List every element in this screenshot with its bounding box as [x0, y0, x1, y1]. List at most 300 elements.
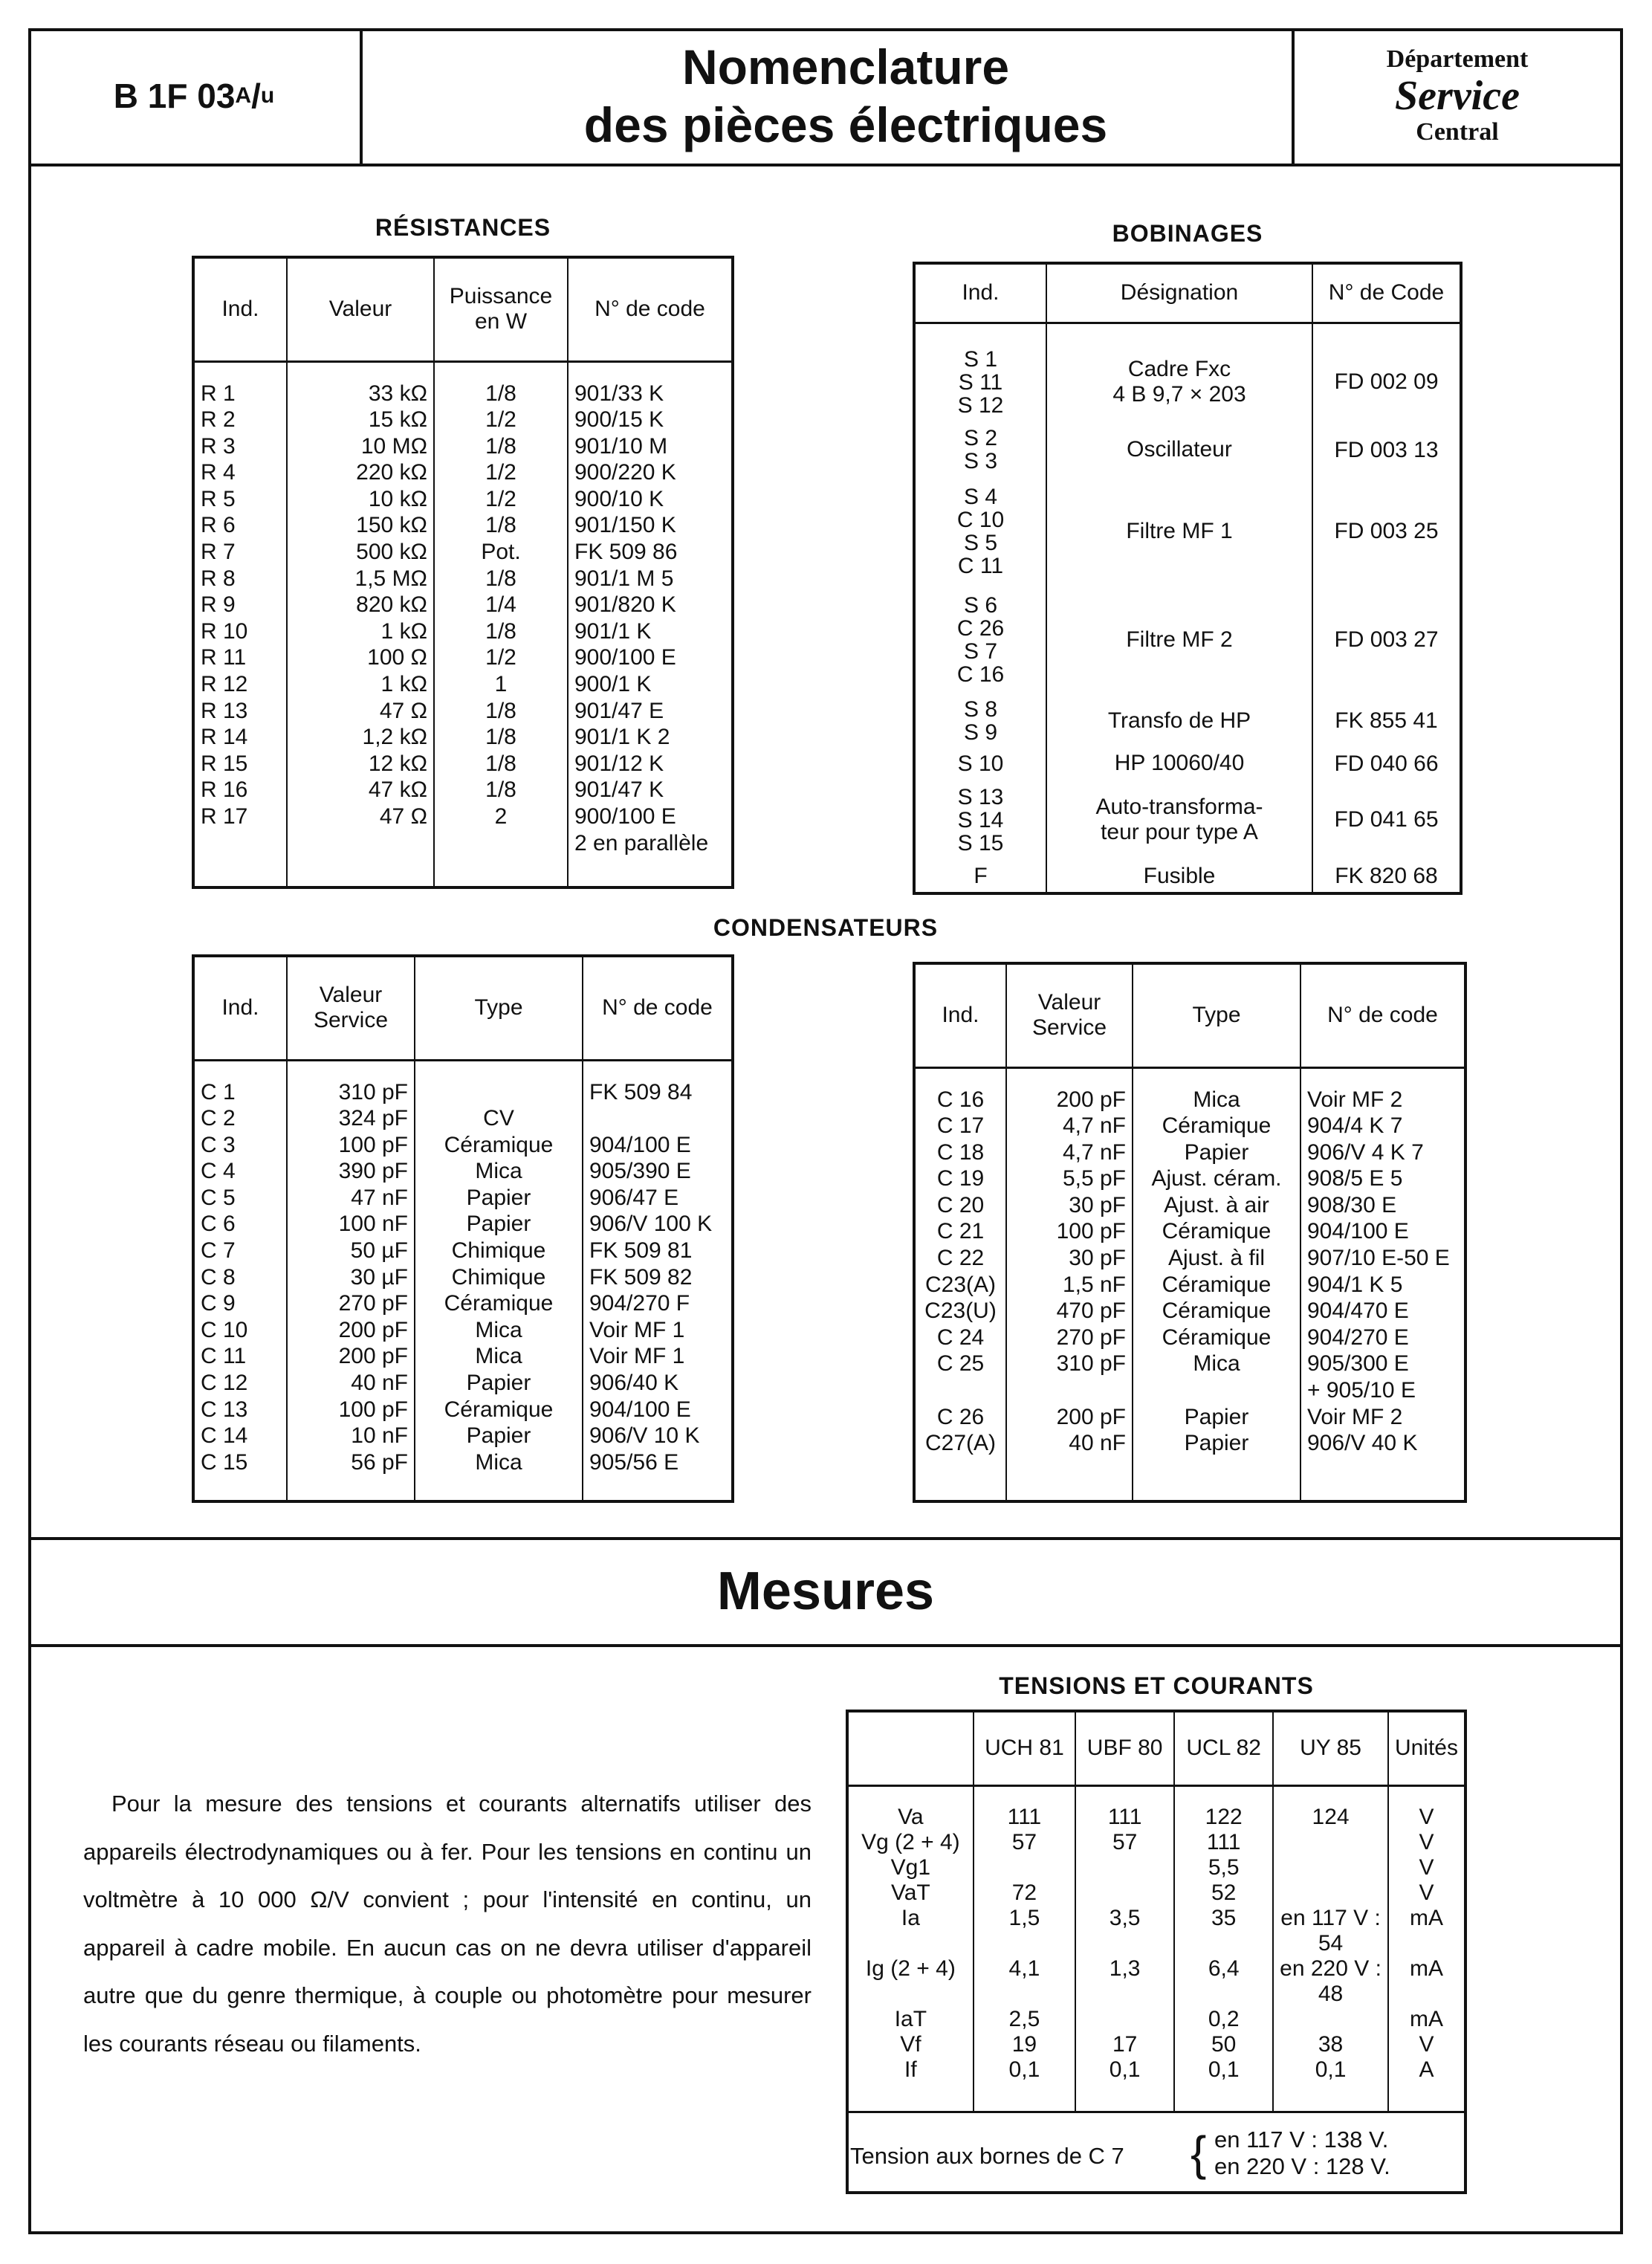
table-cell: FD 003 13	[1334, 437, 1439, 462]
table-cell: 1/2	[434, 486, 568, 513]
table-row	[847, 2007, 1465, 2032]
table-cell: 1,5	[974, 1906, 1075, 1956]
table-cell: 1/8	[434, 724, 568, 751]
spacer-cell	[1174, 2083, 1273, 2112]
table-cell: 1/8	[434, 381, 568, 407]
table-row	[193, 592, 733, 618]
spacer-cell	[1075, 2083, 1174, 2112]
table-cell: Chimique	[415, 1238, 583, 1264]
table-cell: FD 003 27	[1334, 627, 1439, 652]
table-cell: R 7	[193, 539, 287, 566]
spacer-cell	[415, 1060, 583, 1079]
table-row	[193, 618, 733, 645]
table-cell: 33 kΩ	[287, 381, 434, 407]
table-cell: 3,5	[1075, 1906, 1174, 1956]
table-row	[193, 433, 733, 460]
doc-code-sup: A	[235, 83, 252, 108]
table-cell: 908/5 E 5	[1307, 1166, 1403, 1191]
table-cell: Mica	[415, 1317, 583, 1344]
spacer-cell	[847, 2083, 974, 2112]
dept-line-1: Département	[1386, 45, 1529, 73]
table-cell: 0,1	[1174, 2057, 1273, 2083]
table-cell: Vg (2 + 4)	[847, 1830, 974, 1855]
table-cell: 906/V 40 K	[1307, 1431, 1418, 1456]
table-cell: Ig (2 + 4)	[847, 1956, 974, 2007]
table-cell: Voir MF 2	[1307, 1087, 1403, 1112]
column-header: N° de code	[568, 257, 733, 361]
table-cell	[583, 1105, 733, 1132]
table-cell: 906/V 10 K	[589, 1423, 700, 1449]
department-block	[1292, 28, 1620, 164]
table-cell: 100 pF	[287, 1397, 415, 1423]
table-cell: 50	[1174, 2032, 1273, 2057]
spacer-cell	[568, 361, 733, 381]
table-row	[193, 381, 733, 407]
spacer-cell	[1046, 323, 1312, 342]
table-cell: HP 10060/40	[1046, 748, 1312, 779]
table-row	[193, 1317, 733, 1344]
table-cell: CV	[415, 1105, 583, 1132]
table-cell: 72	[974, 1880, 1075, 1906]
table-cell: C 21	[914, 1218, 1006, 1245]
table-row	[193, 1343, 733, 1370]
table-cell: 1/8	[434, 512, 568, 539]
table-row	[193, 803, 733, 830]
table-cell: Céramique	[1133, 1218, 1300, 1245]
table-cell	[1273, 2007, 1388, 2032]
table-cell: S 4 C 10 S 5 C 11	[914, 477, 1046, 586]
table-cell: 200 pF	[1006, 1404, 1133, 1431]
table-cell: C 1	[193, 1079, 287, 1106]
table-cell: V	[1419, 1880, 1434, 1905]
spacer-cell	[1388, 1785, 1465, 1805]
table-row	[193, 1423, 733, 1449]
column-header: N° de Code	[1312, 263, 1461, 323]
table-cell: S 1 S 11 S 12	[914, 342, 1046, 423]
table-row	[847, 1855, 1465, 1880]
table-cell: Vf	[847, 2032, 974, 2057]
doc-code-sub: u	[260, 83, 275, 108]
table-row	[914, 779, 1461, 860]
spacer-cell	[434, 361, 568, 381]
table-row	[914, 861, 1461, 893]
table-cell: 900/100 E	[574, 804, 676, 829]
document-code: B 1F 03 A / u	[28, 28, 363, 164]
tc-footer-line1: en 117 V : 138 V.	[1214, 2126, 1389, 2153]
table-cell: S 6 C 26 S 7 C 16	[914, 586, 1046, 694]
table-cell: FK 855 41	[1335, 708, 1438, 734]
table-cell: Oscillateur	[1046, 423, 1312, 477]
table-row	[193, 830, 733, 857]
spacer-cell	[1312, 323, 1461, 342]
table-cell: 901/1 M 5	[574, 566, 674, 591]
table-row	[193, 1397, 733, 1423]
table-row	[914, 1272, 1465, 1298]
table-cell: en 117 V : 54	[1273, 1906, 1388, 1956]
table-cell: 57	[974, 1830, 1075, 1855]
table-cell: 820 kΩ	[287, 592, 434, 618]
table-cell: en 220 V : 48	[1273, 1956, 1388, 2007]
table-cell: R 8	[193, 566, 287, 592]
condensateurs-table-left	[192, 954, 734, 1503]
table-cell: 1 kΩ	[287, 618, 434, 645]
doc-code-text: B 1F 03	[113, 77, 236, 115]
table-cell: C 12	[193, 1370, 287, 1397]
table-cell: FK 509 82	[589, 1264, 693, 1290]
table-cell: S 8 S 9	[914, 694, 1046, 748]
table-cell: C 7	[193, 1238, 287, 1264]
table-cell: 100 pF	[287, 1132, 415, 1159]
table-cell: C 16	[914, 1087, 1006, 1113]
page-title	[363, 28, 1329, 164]
table-row	[914, 1404, 1465, 1431]
table-row	[914, 1087, 1465, 1113]
table-cell: 901/10 M	[574, 433, 668, 459]
spacer-cell	[568, 856, 733, 887]
table-cell: 901/33 K	[574, 381, 664, 406]
resistances-table	[192, 256, 734, 889]
table-row	[847, 2032, 1465, 2057]
table-cell: S 13 S 14 S 15	[914, 779, 1046, 860]
dept-line-2: Service	[1395, 73, 1520, 119]
tc-footer-line2: en 220 V : 128 V.	[1214, 2153, 1390, 2179]
table-cell: V	[1419, 2031, 1434, 2057]
table-cell: C27(A)	[914, 1430, 1006, 1457]
table-cell: Voir MF 1	[589, 1344, 685, 1369]
table-cell: 124	[1273, 1805, 1388, 1830]
table-row	[193, 512, 733, 539]
table-cell: Céramique	[415, 1397, 583, 1423]
table-row	[193, 671, 733, 698]
table-cell: 908/30 E	[1307, 1192, 1397, 1217]
table-cell: 1/2	[434, 459, 568, 486]
tc-footer-brace: {	[1191, 2126, 1207, 2180]
table-cell	[1273, 1855, 1388, 1880]
table-cell: 270 pF	[287, 1290, 415, 1317]
table-cell: C 8	[193, 1264, 287, 1291]
table-row	[193, 751, 733, 777]
table-cell: Transfo de HP	[1046, 694, 1312, 748]
table-cell: Chimique	[415, 1264, 583, 1291]
column-header: Ind.	[193, 257, 287, 361]
table-cell	[287, 830, 434, 857]
table-cell: 0,1	[974, 2057, 1075, 2083]
table-cell: Papier	[415, 1211, 583, 1238]
table-cell: 904/4 K 7	[1307, 1113, 1403, 1139]
table-row	[193, 1211, 733, 1238]
table-cell: 1,5 nF	[1006, 1272, 1133, 1298]
table-cell: 904/1 K 5	[1307, 1272, 1403, 1297]
table-cell: 1/4	[434, 592, 568, 618]
table-cell: C 3	[193, 1132, 287, 1159]
table-row	[193, 1105, 733, 1132]
column-header: Type	[1133, 963, 1300, 1067]
table-cell: 1/8	[434, 698, 568, 725]
spacer-cell	[434, 856, 568, 887]
table-row	[193, 566, 733, 592]
table-cell: 901/150 K	[574, 513, 676, 538]
table-cell: 19	[974, 2032, 1075, 2057]
table-cell: 901/47 K	[574, 777, 664, 803]
spacer-cell	[1174, 1785, 1273, 1805]
divider-top	[28, 1537, 1623, 1540]
table-cell: 904/270 F	[589, 1291, 690, 1316]
table-cell: 50 µF	[287, 1238, 415, 1264]
spacer-cell	[193, 1475, 287, 1501]
table-cell: FK 509 86	[574, 540, 678, 565]
table-cell: 5,5	[1174, 1855, 1273, 1880]
table-cell: R 14	[193, 724, 287, 751]
table-cell: Auto-transforma- teur pour type A	[1046, 779, 1312, 860]
table-cell: 1/8	[434, 751, 568, 777]
spacer-cell	[193, 361, 287, 381]
table-cell: Ia	[847, 1906, 974, 1956]
table-cell: 111	[974, 1805, 1075, 1830]
spacer-cell	[974, 2083, 1075, 2112]
table-cell: 0,1	[1273, 2057, 1388, 2083]
condensateurs-table-right	[913, 962, 1467, 1503]
table-row	[847, 1805, 1465, 1830]
table-cell: C 19	[914, 1165, 1006, 1192]
table-cell: Papier	[415, 1370, 583, 1397]
spacer-cell	[914, 1457, 1006, 1501]
table-cell: 900/220 K	[574, 460, 676, 485]
table-cell: R 1	[193, 381, 287, 407]
table-cell: C 9	[193, 1290, 287, 1317]
table-cell: 324 pF	[287, 1105, 415, 1132]
table-cell	[434, 830, 568, 857]
column-header: N° de code	[583, 956, 733, 1060]
spacer-cell	[1388, 2083, 1465, 2112]
table-cell: 10 MΩ	[287, 433, 434, 460]
dept-line-3: Central	[1416, 118, 1499, 146]
table-row	[193, 698, 733, 725]
table-cell: R 13	[193, 698, 287, 725]
table-cell: C 20	[914, 1192, 1006, 1219]
table-row	[847, 1880, 1465, 1906]
table-cell: C 22	[914, 1245, 1006, 1272]
table-row	[914, 1351, 1465, 1403]
title-line-1: Nomenclature	[681, 39, 1010, 94]
table-cell: C 14	[193, 1423, 287, 1449]
table-cell: 1/8	[434, 433, 568, 460]
table-cell: mA	[1409, 2006, 1443, 2031]
table-cell: 12 kΩ	[287, 751, 434, 777]
table-row	[914, 423, 1461, 477]
table-cell: 905/300 E + 905/10 E	[1307, 1351, 1416, 1403]
table-cell: Ajust. céram.	[1133, 1165, 1300, 1192]
table-cell: Céramique	[415, 1132, 583, 1159]
table-row	[193, 1449, 733, 1476]
tc-footer-label: Tension aux bornes de C 7	[850, 2143, 1124, 2169]
table-cell: 1	[434, 671, 568, 698]
table-cell: 56 pF	[287, 1449, 415, 1476]
table-cell: 901/47 E	[574, 698, 664, 723]
column-header: Valeur	[287, 257, 434, 361]
table-cell: FK 509 81	[589, 1238, 693, 1264]
column-header: N° de code	[1300, 963, 1465, 1067]
table-cell: V	[1419, 1804, 1434, 1829]
table-row	[847, 2057, 1465, 2083]
table-cell: 100 nF	[287, 1211, 415, 1238]
table-cell: R 5	[193, 486, 287, 513]
table-cell: Mica	[415, 1449, 583, 1476]
table-cell: 900/100 E	[574, 645, 676, 670]
table-row	[193, 1290, 733, 1317]
table-cell: IaT	[847, 2007, 974, 2032]
table-cell: 904/100 E	[589, 1132, 691, 1157]
divider-bottom	[28, 1644, 1623, 1647]
table-cell: 6,4	[1174, 1956, 1273, 2007]
column-header: Ind.	[914, 263, 1046, 323]
table-row	[193, 407, 733, 433]
table-cell	[415, 1079, 583, 1106]
table-cell: 1,5 MΩ	[287, 566, 434, 592]
table-cell: Papier	[1133, 1404, 1300, 1431]
bobinages-table	[913, 262, 1462, 895]
table-cell: 1,2 kΩ	[287, 724, 434, 751]
table-row	[193, 486, 733, 513]
table-cell: V	[1419, 1854, 1434, 1880]
mesures-paragraph	[83, 1780, 812, 2068]
table-row	[193, 1132, 733, 1159]
table-cell: 10 nF	[287, 1423, 415, 1449]
table-cell: 901/820 K	[574, 592, 676, 618]
table-cell: Filtre MF 2	[1046, 586, 1312, 694]
table-cell: C 18	[914, 1139, 1006, 1166]
column-header: Type	[415, 956, 583, 1060]
table-cell: 30 pF	[1006, 1245, 1133, 1272]
spacer-cell	[583, 1060, 733, 1079]
table-cell: 470 pF	[1006, 1298, 1133, 1325]
table-row	[914, 586, 1461, 694]
table-cell: C 5	[193, 1185, 287, 1212]
table-row	[193, 459, 733, 486]
table-cell: 30 pF	[1006, 1192, 1133, 1219]
table-cell: If	[847, 2057, 974, 2083]
table-row	[914, 1139, 1465, 1166]
table-cell: FD 003 25	[1334, 518, 1439, 543]
table-cell: C 2	[193, 1105, 287, 1132]
table-cell	[1075, 2007, 1174, 2032]
table-cell: Céramique	[415, 1290, 583, 1317]
spacer-cell	[287, 361, 434, 381]
column-header: UCH 81	[974, 1711, 1075, 1785]
table-cell: 906/47 E	[589, 1185, 679, 1210]
table-row	[914, 1245, 1465, 1272]
table-cell: 200 pF	[1006, 1087, 1133, 1113]
spacer-cell	[1006, 1457, 1133, 1501]
table-row	[914, 1192, 1465, 1219]
table-cell: F	[914, 861, 1046, 893]
spacer-cell	[1133, 1067, 1300, 1087]
table-cell: S 2 S 3	[914, 423, 1046, 477]
table-cell: FD 002 09	[1334, 369, 1439, 395]
table-cell: Papier	[415, 1423, 583, 1449]
table-cell: 906/V 100 K	[589, 1212, 713, 1237]
column-header: Valeur Service	[287, 956, 415, 1060]
table-cell: 901/1 K	[574, 618, 652, 644]
spacer-cell	[1075, 1785, 1174, 1805]
spacer-cell	[287, 856, 434, 887]
table-cell: 901/12 K	[574, 751, 664, 776]
table-row	[193, 1264, 733, 1291]
table-cell: 906/40 K	[589, 1371, 679, 1396]
table-cell: 905/390 E	[589, 1159, 691, 1184]
table-cell: 900/10 K	[574, 486, 664, 511]
spacer-cell	[193, 856, 287, 887]
column-header: Valeur Service	[1006, 963, 1133, 1067]
bobinages-title: BOBINAGES	[1112, 220, 1263, 247]
table-cell: Mica	[1133, 1087, 1300, 1113]
table-row	[193, 1238, 733, 1264]
spacer-cell	[193, 1060, 287, 1079]
table-cell: 15 kΩ	[287, 407, 434, 433]
table-cell: R 6	[193, 512, 287, 539]
table-row	[847, 1906, 1465, 1956]
table-cell: 906/V 4 K 7	[1307, 1139, 1424, 1165]
table-cell: 47 Ω	[287, 698, 434, 725]
spacer-cell	[287, 1475, 415, 1501]
table-cell	[1075, 1855, 1174, 1880]
spacer-cell	[1133, 1457, 1300, 1501]
column-header: Puissance en W	[434, 257, 568, 361]
table-cell: R 9	[193, 592, 287, 618]
table-cell: 47 Ω	[287, 803, 434, 830]
table-cell: 907/10 E-50 E	[1307, 1246, 1450, 1271]
table-row	[914, 1218, 1465, 1245]
table-cell: 111	[1075, 1805, 1174, 1830]
table-cell	[1273, 1830, 1388, 1855]
table-cell: 4,7 nF	[1006, 1113, 1133, 1139]
table-cell	[1273, 1880, 1388, 1906]
spacer-cell	[1006, 1067, 1133, 1087]
table-row	[914, 1298, 1465, 1325]
table-cell	[1075, 1880, 1174, 1906]
table-cell: 30 µF	[287, 1264, 415, 1291]
table-cell: A	[1419, 2057, 1434, 2082]
table-row	[193, 644, 733, 671]
table-row	[193, 724, 733, 751]
mesures-title: Mesures	[716, 1562, 935, 1621]
table-cell: 47 kΩ	[287, 777, 434, 803]
table-cell: R 15	[193, 751, 287, 777]
table-cell: Papier	[415, 1185, 583, 1212]
spacer-cell	[1300, 1457, 1465, 1501]
table-cell: 52	[1174, 1880, 1273, 1906]
table-cell: Vg1	[847, 1855, 974, 1880]
column-header: UCL 82	[1174, 1711, 1273, 1785]
tc-title: TENSIONS ET COURANTS	[999, 1672, 1314, 1699]
table-cell: C 4	[193, 1158, 287, 1185]
table-cell: 1/2	[434, 407, 568, 433]
page-header	[28, 28, 1623, 166]
table-cell: 150 kΩ	[287, 512, 434, 539]
table-row	[847, 1956, 1465, 2007]
table-cell: R 3	[193, 433, 287, 460]
column-header: Désignation	[1046, 263, 1312, 323]
table-cell: 901/1 K 2	[574, 725, 670, 750]
table-cell: 38	[1273, 2032, 1388, 2057]
table-cell: 40 nF	[287, 1370, 415, 1397]
column-header: Ind.	[914, 963, 1006, 1067]
table-cell: 40 nF	[1006, 1430, 1133, 1457]
table-cell: FD 041 65	[1334, 807, 1439, 832]
table-cell: 1/8	[434, 777, 568, 803]
condensateurs-title: CONDENSATEURS	[713, 914, 939, 941]
table-row	[914, 1165, 1465, 1192]
table-cell: V	[1419, 1829, 1434, 1854]
